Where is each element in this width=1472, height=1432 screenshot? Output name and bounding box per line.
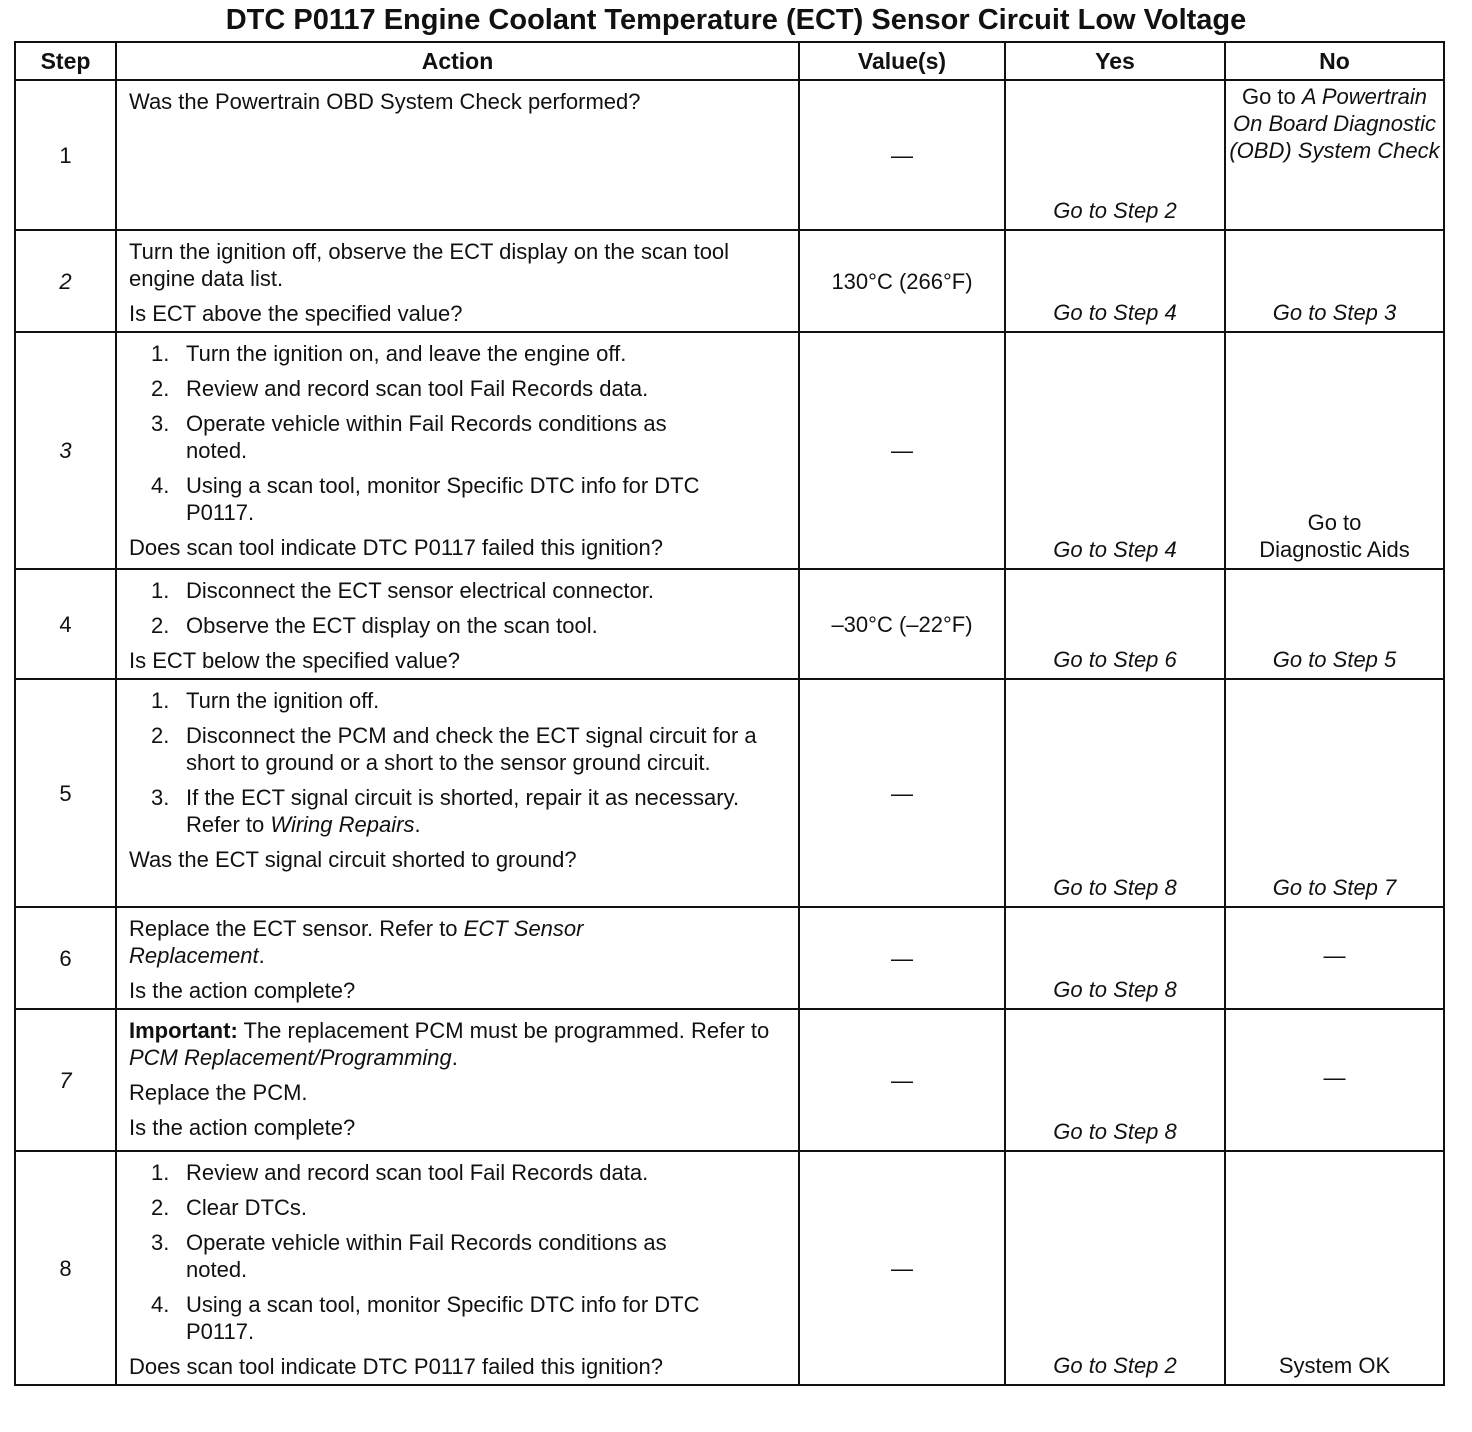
no-cell: — bbox=[1225, 907, 1444, 1009]
value-cell: — bbox=[799, 679, 1005, 907]
yes-cell: Go to Step 8 bbox=[1005, 1009, 1225, 1151]
yes-cell: Go to Step 4 bbox=[1005, 332, 1225, 569]
step-number: 1 bbox=[15, 80, 116, 230]
no-cell: Go to Step 5 bbox=[1225, 569, 1444, 679]
no-cell: Go to Step 3 bbox=[1225, 230, 1444, 332]
header-action: Action bbox=[116, 42, 799, 80]
header-no: No bbox=[1225, 42, 1444, 80]
action-cell bbox=[116, 230, 799, 332]
no-line-1: Go to bbox=[1307, 510, 1362, 535]
action-cell bbox=[116, 1151, 799, 1385]
diagnostic-table bbox=[14, 41, 1445, 1386]
table-row-step-1 bbox=[15, 80, 1444, 230]
table-header-row bbox=[15, 42, 1444, 80]
value-cell: 130°C (266°F) bbox=[799, 230, 1005, 332]
list-item: 3. If the ECT signal circuit is shorted, repair it as necessary. Refer to Wiring Repairs. bbox=[151, 785, 740, 837]
step-number: 5 bbox=[15, 679, 116, 907]
value-cell: — bbox=[799, 80, 1005, 230]
table-row-step-7 bbox=[15, 1009, 1444, 1151]
wiring-repairs-reference: Wiring Repairs bbox=[270, 812, 415, 837]
yes-cell: Go to Step 8 bbox=[1005, 679, 1225, 907]
list-item: 1. Review and record scan tool Fail Records data. bbox=[151, 1160, 649, 1185]
yes-cell: Go to Step 2 bbox=[1005, 1151, 1225, 1385]
action-question: Was the Powertrain OBD System Check performed? bbox=[129, 89, 641, 114]
table-row-step-8 bbox=[15, 1151, 1444, 1385]
action-question: Is the action complete? bbox=[129, 978, 356, 1003]
action-cell bbox=[116, 679, 799, 907]
no-prefix: Go to bbox=[1241, 84, 1302, 109]
ect-sensor-replacement-reference: ECT Sensor Replacement bbox=[129, 916, 584, 968]
list-item: 1. Turn the ignition off. bbox=[151, 688, 380, 713]
value-cell: — bbox=[799, 1009, 1005, 1151]
pcm-programming-reference: PCM Replacement/Programming bbox=[129, 1045, 452, 1070]
header-yes: Yes bbox=[1005, 42, 1225, 80]
header-values: Value(s) bbox=[799, 42, 1005, 80]
list-item: 3. Operate vehicle within Fail Records conditions as noted. bbox=[151, 411, 667, 463]
action-question: Is ECT above the specified value? bbox=[129, 301, 463, 326]
no-line-2: Diagnostic Aids bbox=[1259, 537, 1410, 562]
action-list bbox=[129, 687, 788, 838]
no-cell: System OK bbox=[1225, 1151, 1444, 1385]
action-cell bbox=[116, 569, 799, 679]
action-question: Was the ECT signal circuit shorted to ground? bbox=[129, 847, 577, 872]
action-question: Is ECT below the specified value? bbox=[129, 648, 460, 673]
action-list bbox=[129, 577, 788, 639]
step-number: 2 bbox=[15, 230, 116, 332]
action-text: Replace the ECT sensor. Refer to ECT Sensor Replacement. bbox=[129, 916, 584, 968]
no-cell bbox=[1225, 80, 1444, 230]
list-item: 2. Disconnect the PCM and check the ECT signal circuit for a short to ground or a short to the sensor ground circuit. bbox=[151, 723, 757, 775]
list-item: 1. Turn the ignition on, and leave the engine off. bbox=[151, 341, 627, 366]
value-cell: –30°C (–22°F) bbox=[799, 569, 1005, 679]
table-row-step-4 bbox=[15, 569, 1444, 679]
no-cell: Go to Step 7 bbox=[1225, 679, 1444, 907]
action-cell bbox=[116, 332, 799, 569]
page-title: DTC P0117 Engine Coolant Temperature (ECT) Sensor Circuit Low Voltage bbox=[225, 4, 1247, 36]
value-cell: — bbox=[799, 907, 1005, 1009]
action-list bbox=[129, 340, 788, 526]
value-cell: — bbox=[799, 332, 1005, 569]
list-item: 2. Observe the ECT display on the scan tool. bbox=[151, 613, 598, 638]
action-list bbox=[129, 1159, 788, 1345]
important-note: Important: The replacement PCM must be programmed. Refer to PCM Replacement/Programming. bbox=[129, 1018, 770, 1070]
yes-cell: Go to Step 2 bbox=[1005, 80, 1225, 230]
step-number: 4 bbox=[15, 569, 116, 679]
action-cell bbox=[116, 907, 799, 1009]
action-cell bbox=[116, 80, 799, 230]
list-item: 1. Disconnect the ECT sensor electrical connector. bbox=[151, 578, 654, 603]
step-number: 3 bbox=[15, 332, 116, 569]
list-item: 4. Using a scan tool, monitor Specific DTC info for DTC P0117. bbox=[151, 473, 700, 525]
list-item: 4. Using a scan tool, monitor Specific DTC info for DTC P0117. bbox=[151, 1292, 700, 1344]
table-row-step-3 bbox=[15, 332, 1444, 569]
step-number: 8 bbox=[15, 1151, 116, 1385]
yes-cell: Go to Step 6 bbox=[1005, 569, 1225, 679]
action-question: Does scan tool indicate DTC P0117 failed this ignition? bbox=[129, 535, 664, 560]
list-item: 2. Clear DTCs. bbox=[151, 1195, 308, 1220]
action-text: Turn the ignition off, observe the ECT display on the scan tool engine data list. bbox=[129, 239, 730, 291]
action-question: Is the action complete? bbox=[129, 1115, 356, 1140]
yes-cell: Go to Step 8 bbox=[1005, 907, 1225, 1009]
action-cell bbox=[116, 1009, 799, 1151]
no-reference: A Powertrain On Board Diagnostic (OBD) System Check bbox=[1229, 84, 1440, 163]
action-text: Replace the PCM. bbox=[129, 1080, 308, 1105]
no-cell bbox=[1225, 332, 1444, 569]
table-row-step-5 bbox=[15, 679, 1444, 907]
action-question: Does scan tool indicate DTC P0117 failed this ignition? bbox=[129, 1354, 664, 1379]
header-step: Step bbox=[15, 42, 116, 80]
table-row-step-2 bbox=[15, 230, 1444, 332]
list-item: 3. Operate vehicle within Fail Records conditions as noted. bbox=[151, 1230, 667, 1282]
list-item: 2. Review and record scan tool Fail Records data. bbox=[151, 376, 649, 401]
step-number: 6 bbox=[15, 907, 116, 1009]
no-cell: — bbox=[1225, 1009, 1444, 1151]
value-cell: — bbox=[799, 1151, 1005, 1385]
table-row-step-6 bbox=[15, 907, 1444, 1009]
step-number: 7 bbox=[15, 1009, 116, 1151]
yes-cell: Go to Step 4 bbox=[1005, 230, 1225, 332]
